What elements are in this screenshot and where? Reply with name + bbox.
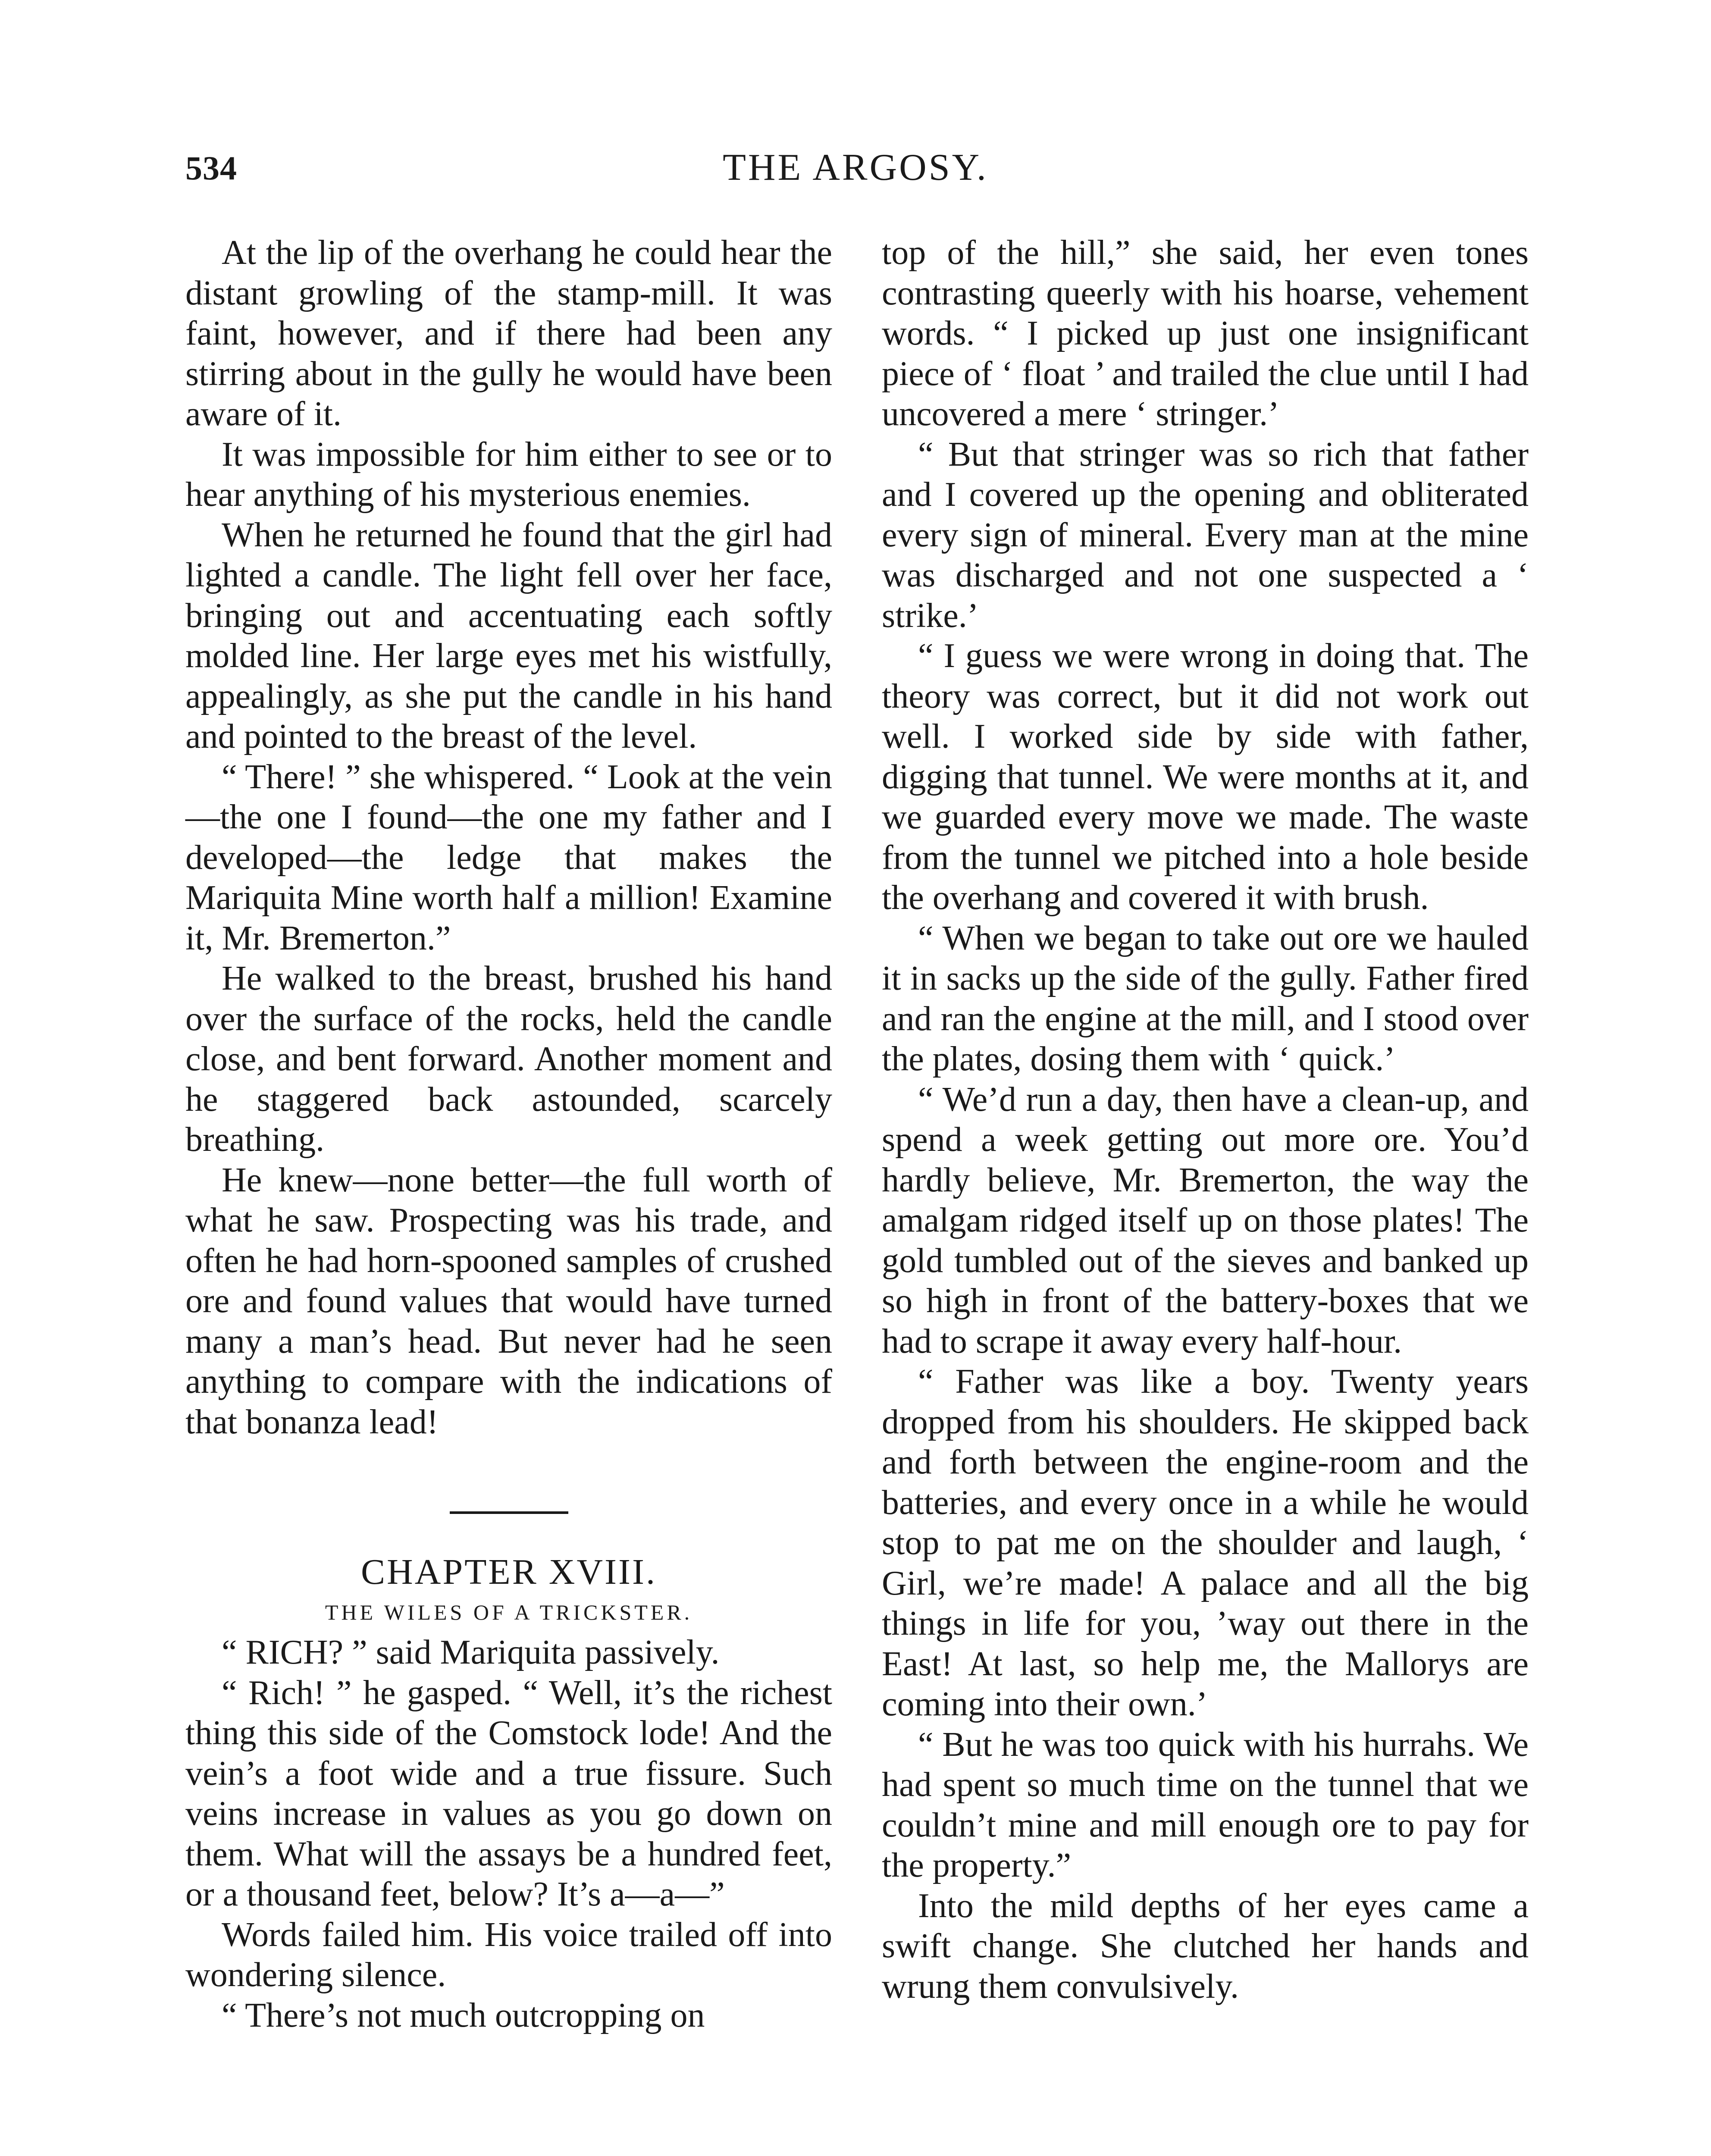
paragraph: “ When we began to take out ore we hauled it in sacks up the side of the gully. Father fired and ran the engine at the mill, and I stood over the plates, dosing them with ‘ quick.’ xyxy=(882,919,1529,1078)
paragraph: “ Rich! ” he gasped. “ Well, it’s the richest thing this side of the Comstock lode! And the vein’s a foot wide and a true fissure. Such veins increase in values as you go down on them. What will the assays be a hundred feet, or a thousand feet, below? It’s a—a—” xyxy=(185,1673,832,1913)
paragraph: “ Father was like a boy. Twenty years dropped from his shoulders. He skipped back and forth between the engine-room and the batteries, and every once in a while he would stop to pat me on the shoulder and laugh, ‘ Girl, we’re made! A palace and all the big things in life for you, ’way out there in the East! At last, so help me, the Mallorys are coming into their own.’ xyxy=(882,1363,1529,1723)
paragraph: It was impossible for him either to see or to hear anything of his mysterious enemies. xyxy=(185,435,832,514)
paragraph: “ RICH? ” said Mariquita passively. xyxy=(222,1633,720,1671)
left-column xyxy=(185,233,832,2036)
paragraph: Words failed him. His voice trailed off into wondering silence. xyxy=(185,1915,832,1994)
paragraph: At the lip of the overhang he could hear the distant growling of the stamp-mill. It was faint, however, and if there had been any stirring about in the gully he would have been aware of it. xyxy=(185,234,832,433)
paragraph: He knew—none better—the full worth of what he saw. Prospecting was his trade, and often he had horn-spooned samples of crushed ore and found values that would have turned many a man’s head. But never had he seen anything to compare with the indications of that bonanza lead! xyxy=(185,1161,832,1441)
running-head: THE ARGOSY. xyxy=(723,147,988,188)
paragraph: “ There! ” she whispered. “ Look at the vein—the one I found—the one my father and I developed—the ledge that makes the Mariquita Mine worth half a million! Examine it, Mr. Bremerton.” xyxy=(185,758,832,957)
paragraph: “ But that stringer was so rich that father and I covered up the opening and obliterated every sign of mineral. Every man at the mine was discharged and not one suspected a ‘ strike.’ xyxy=(882,435,1529,635)
section-divider xyxy=(450,1511,568,1514)
page-number: 534 xyxy=(185,149,237,187)
right-column xyxy=(882,233,1529,2007)
chapter-title: CHAPTER XVIII. xyxy=(361,1552,657,1592)
paragraph: “ But he was too quick with his hurrahs. We had spent so much time on the tunnel that we couldn’t mine and mill enough ore to pay for the property.” xyxy=(882,1725,1529,1884)
paragraph-continued: top of the hill,” she said, her even tones contrasting queerly with his hoarse, vehement words. “ I picked up just one insignificant piece of ‘ float ’ and trailed the clue until I had uncovered a mere ‘ stringer.’ xyxy=(882,234,1529,433)
paragraph: When he returned he found that the girl had lighted a candle. The light fell over her face, bringing out and accentuating each softly molded line. Her large eyes met his wistfully, appealingly, as she put the candle in his hand and pointed to the breast of the level. xyxy=(185,516,832,755)
paragraph: “ We’d run a day, then have a clean-up, and spend a week getting out more ore. You’d hardly believe, Mr. Bremerton, the way the amalgam ridged itself up on those plates! The gold tumbled out of the sieves and banked up so high in front of the battery-boxes that we had to scrape it away every half-hour. xyxy=(882,1080,1529,1360)
paragraph: Into the mild depths of her eyes came a swift change. She clutched her hands and wrung them convulsively. xyxy=(882,1887,1529,2006)
paragraph: “ I guess we were wrong in doing that. The theory was correct, but it did not work out well. I worked side by side with father, digging that tunnel. We were months at it, and we guarded every move we made. The waste from the tunnel we pitched into a hole beside the overhang and covered it with brush. xyxy=(882,637,1529,917)
chapter-subtitle: THE WILES OF A TRICKSTER. xyxy=(325,1600,693,1624)
paragraph: “ There’s not much outcropping on xyxy=(222,1996,705,2034)
paragraph: He walked to the breast, brushed his hand over the surface of the rocks, held the candle close, and bent forward. Another moment and he staggered back astounded, scarcely breathing. xyxy=(185,959,832,1159)
